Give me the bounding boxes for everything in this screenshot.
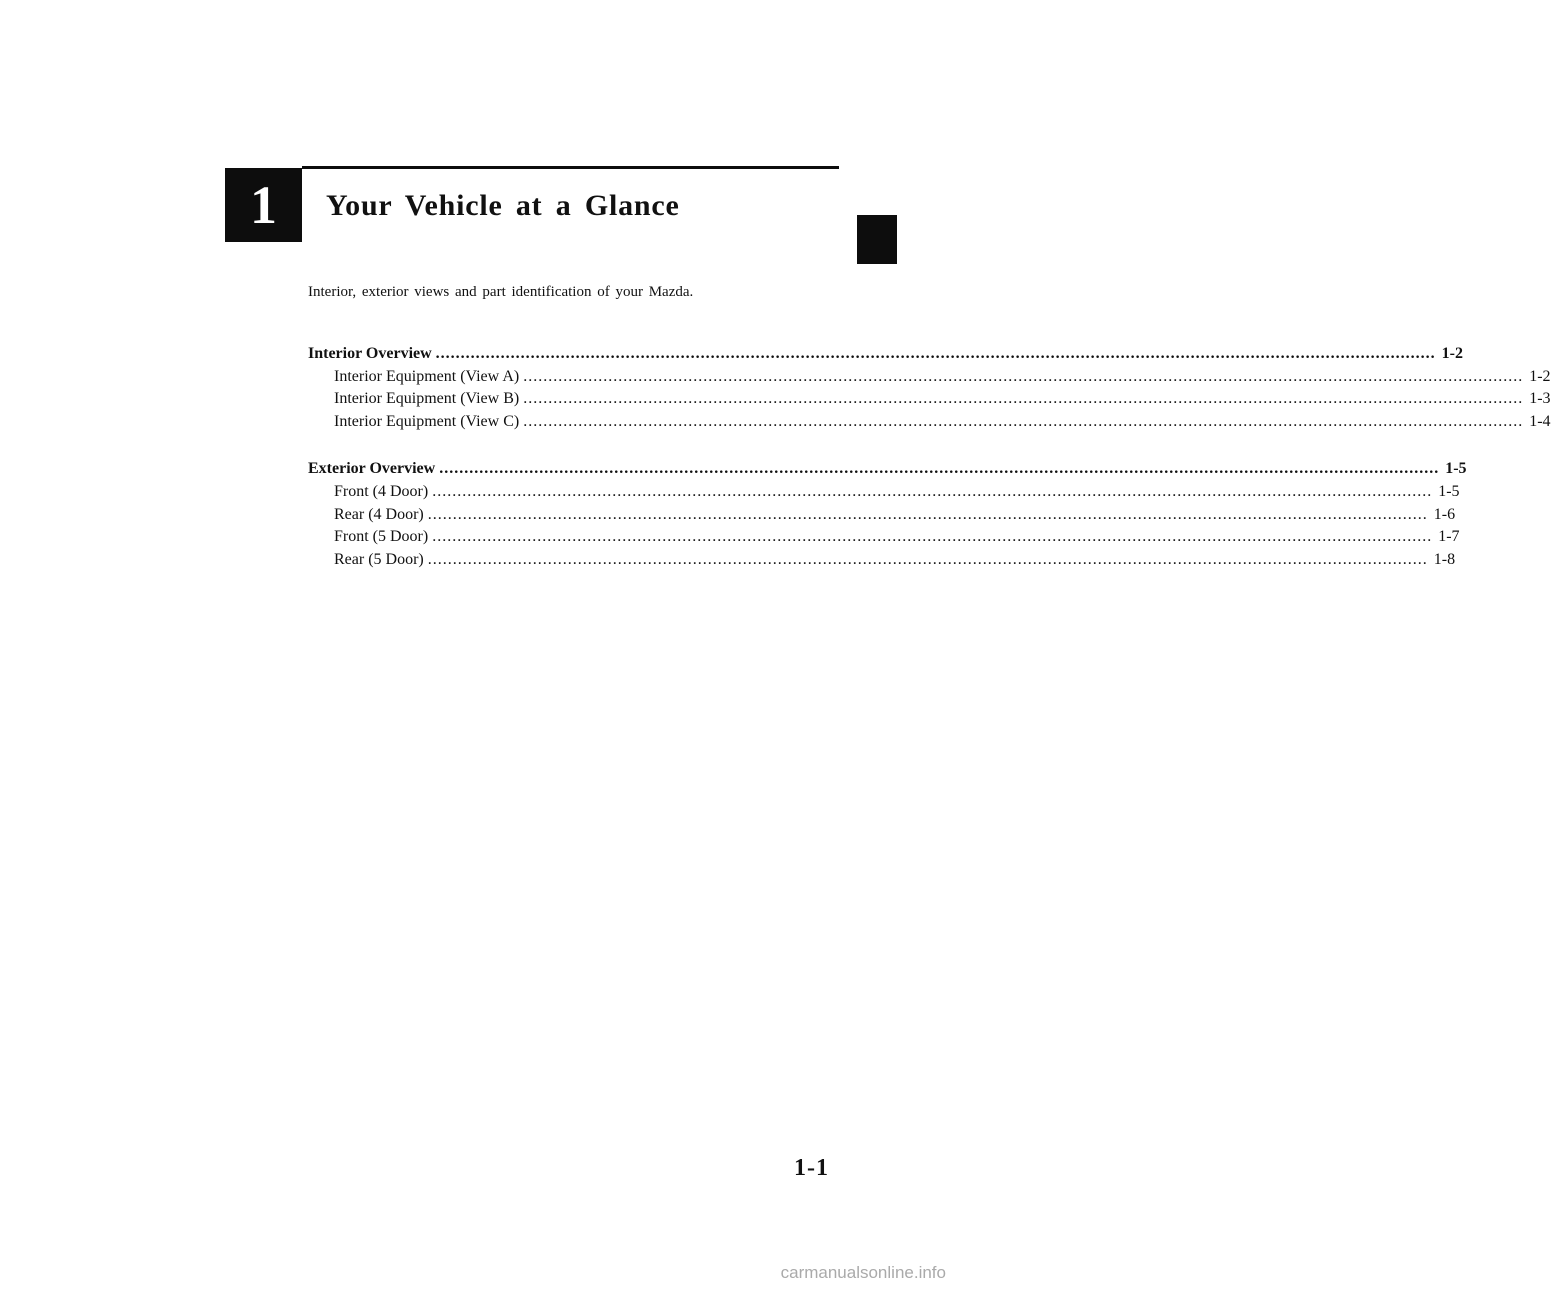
toc-leader: ........................................................................................................................................................................................................ [523, 367, 1524, 385]
toc-page: 1-6 [1433, 505, 1456, 523]
toc-item[interactable] [308, 482, 1460, 506]
toc-leader: ........................................................................................................................................................................................................ [439, 460, 1440, 478]
toc-label: Interior Equipment (View C) [334, 412, 520, 430]
toc-heading[interactable] [308, 460, 1467, 483]
toc-label: Front (5 Door) [334, 528, 429, 546]
toc-page: 1-2 [1529, 367, 1551, 385]
chapter-number-box [225, 168, 302, 242]
toc-label: Interior Equipment (View B) [334, 390, 520, 408]
toc-leader: ........................................................................................................................................................................................................ [523, 412, 1524, 430]
table-of-contents [308, 345, 1551, 598]
toc-label: Front (4 Door) [334, 482, 429, 500]
toc-label: Interior Overview [308, 345, 432, 362]
toc-heading[interactable] [308, 345, 1463, 368]
toc-page: 1-4 [1529, 412, 1551, 430]
chapter-side-tab [857, 215, 897, 264]
toc-item[interactable] [308, 528, 1460, 551]
toc-item[interactable] [308, 550, 1456, 574]
toc-leader: ........................................................................................................................................................................................................ [435, 345, 1436, 362]
toc-leader: ........................................................................................................................................................................................................ [432, 528, 1433, 546]
chapter-rule [302, 166, 839, 169]
toc-item[interactable] [308, 390, 1551, 413]
toc-label: Rear (4 Door) [334, 505, 424, 523]
watermark: carmanualsonline.info [780, 1263, 946, 1282]
toc-leader: ........................................................................................................................................................................................................ [427, 550, 1428, 568]
toc-label: Exterior Overview [308, 460, 436, 478]
chapter-title: Your Vehicle at a Glance [326, 189, 680, 222]
page-number: 1-1 [794, 1155, 829, 1181]
toc-section-interior [308, 345, 1551, 435]
toc-page: 1-8 [1433, 550, 1456, 568]
toc-page: 1-3 [1529, 390, 1551, 408]
chapter-number: 1 [250, 175, 277, 235]
chapter-intro: Interior, exterior views and part identification of your Mazda. [308, 284, 694, 300]
toc-label: Rear (5 Door) [334, 550, 424, 568]
toc-item[interactable] [308, 505, 1456, 529]
toc-leader: ........................................................................................................................................................................................................ [427, 505, 1428, 523]
toc-leader: ........................................................................................................................................................................................................ [432, 482, 1433, 500]
toc-leader: ........................................................................................................................................................................................................ [523, 390, 1524, 408]
toc-page: 1-2 [1441, 345, 1463, 362]
toc-page: 1-5 [1438, 482, 1460, 500]
toc-section-exterior [308, 460, 1467, 573]
toc-item[interactable] [308, 367, 1551, 391]
toc-page: 1-5 [1445, 460, 1467, 478]
toc-page: 1-7 [1438, 528, 1460, 546]
toc-label: Interior Equipment (View A) [334, 367, 520, 385]
toc-item[interactable] [308, 412, 1551, 436]
